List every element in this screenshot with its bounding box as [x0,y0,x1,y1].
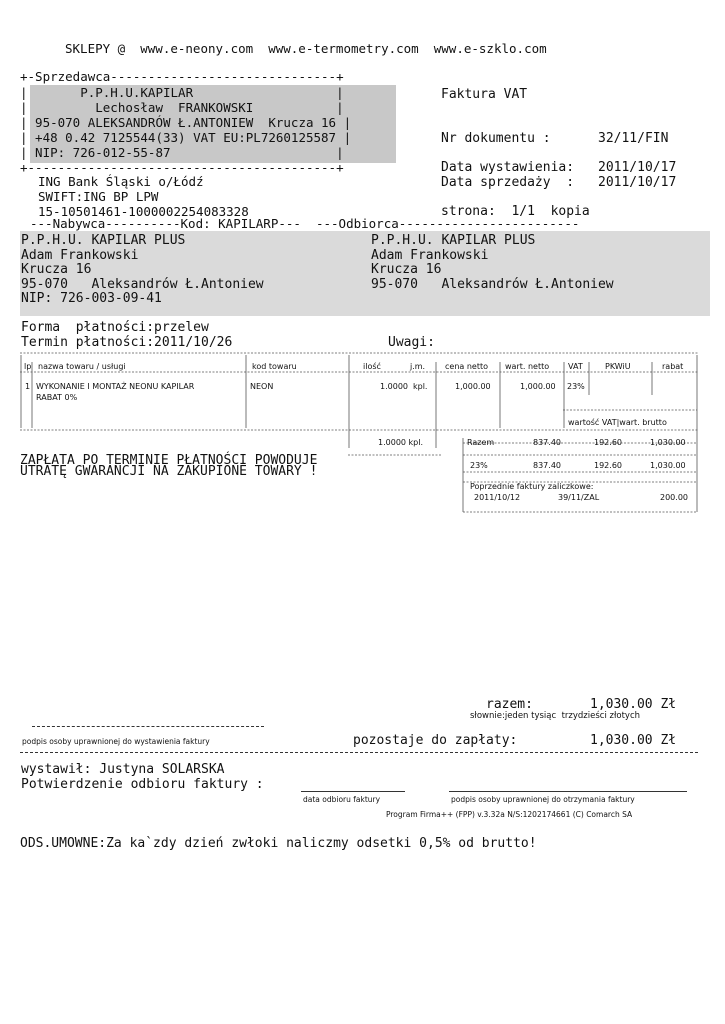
doc-number-label: Nr dokumentu : [441,131,551,146]
vat-gross-header: wartość VAT|wart. brutto [568,418,667,427]
sum-razem-gross: 1,030.00 [650,438,686,447]
th-lp: lp [24,362,32,371]
bank-account: 15-10501461-1000002254083328 [38,204,249,219]
buyer-line-4: 95-070 Aleksandrów Ł.Antoniew [21,277,264,292]
advance-date: 2011/10/12 [474,493,521,502]
advance-number: 39/11/ZAL [558,493,600,502]
amount-in-words: słownie:jeden tysiąc trzydzieści złotych [470,711,641,721]
payment-term: Termin płatności:2011/10/26 [21,335,233,350]
sum-vat-vat: 192.60 [594,461,622,470]
advance-title: Poprzednie faktury zaliczkowe: [470,482,594,491]
th-vat: VAT [568,362,583,371]
th-qty: ilość [363,362,381,371]
parties-divider: ---Nabywca----------Kod: KAPILARP--- ---Odbiorca------------------------ [30,216,580,231]
issue-date-label: Data wystawienia: [441,160,575,175]
th-unit: j.m. [410,362,426,371]
buyer-line-3: Krucza 16 [21,262,92,277]
row-sub: RABAT 0% [36,393,78,402]
issuer-signature-line [32,726,264,727]
row-name: WYKONANIE I MONTAŻ NEONU KAPILAR [36,382,195,391]
row-lp: 1 [25,382,31,391]
remaining-label: pozostaje do zapłaty: [353,733,518,748]
sum-vat-gross: 1,030.00 [650,461,686,470]
sale-date: 2011/10/17 [598,175,677,190]
recipient-line-3: Krucza 16 [371,262,442,277]
seller-box-bottom: +-----------------------------------------+ [20,160,344,175]
th-value: wart. netto [505,362,550,371]
recipient-line-1: P.P.H.U. KAPILAR PLUS [371,233,536,248]
row-price: 1,000.00 [455,382,491,391]
buyer-line-1: P.P.H.U. KAPILAR PLUS [21,233,186,248]
recipient-line-2: Adam Frankowski [371,248,489,263]
total-qty: 1.0000 kpl. [378,438,424,447]
th-pkwiu: PKWiU [605,362,631,371]
th-code: kod towaru [252,362,297,371]
program-line: Program Firma++ (FPP) v.3.32a N/S:1202174661 (C) Comarch SA [386,810,633,819]
th-price: cena netto [445,362,488,371]
bank-swift: SWIFT:ING BP LPW [38,189,159,204]
remarks-label: Uwagi: [388,335,435,350]
sum-vat-label: 23% [470,461,488,470]
page-info: strona: 1/1 kopia [441,204,590,219]
issue-date: 2011/10/17 [598,160,677,175]
row-vat: 23% [567,382,585,391]
buyer-nip: NIP: 726-003-09-41 [21,291,162,306]
bank-name: ING Bank Śląski o/Łódź [38,174,204,189]
sum-razem-net: 837.40 [533,438,561,447]
row-qty: 1.0000 [380,382,408,391]
seller-box-top: +-Sprzedawca------------------------------+ [20,69,344,84]
receipt-date-line [301,791,405,792]
seller-line-1: | P.P.H.U.KAPILAR | [20,85,344,100]
razem-value: 1,030.00 Zł [590,697,677,712]
receipt-date-caption: data odbioru faktury [303,795,381,804]
totals-divider [20,752,698,753]
issuer-caption: podpis osoby uprawnionej do wystawienia faktury [22,737,210,746]
seller-line-5: | NIP: 726-012-55-87 | [20,145,344,160]
row-value: 1,000.00 [520,382,556,391]
buyer-line-2: Adam Frankowski [21,248,139,263]
seller-line-2: | Lechosław FRANKOWSKI | [20,100,344,115]
invoice-title: Faktura VAT [441,87,528,102]
warning-line-1: ZAPŁATA PO TERMINIE PŁATNOŚCI POWODUJE [20,453,318,468]
issued-by: wystawił: Justyna SOLARSKA [21,762,225,777]
razem-label: razem: [486,697,533,712]
warning-line-2: UTRATĘ GWARANCJI NA ZAKUPIONE TOWARY ! [20,464,318,479]
sum-razem-label: Razem [467,438,495,447]
row-unit: kpl. [413,382,428,391]
interest-note: ODS.UMOWNE:Za ka`zdy dzień zwłoki naliczmy odsetki 0,5% od brutto! [20,836,537,851]
row-code: NEON [250,382,274,391]
th-name: nazwa towaru / usługi [38,362,126,371]
advance-amount: 200.00 [660,493,688,502]
doc-number: 32/11/FIN [598,131,669,146]
payment-form: Forma płatności:przelew [21,320,209,335]
sum-razem-vat: 192.60 [594,438,622,447]
sale-date-label: Data sprzedaży : [441,175,575,190]
seller-line-3: | 95-070 ALEKSANDRÓW Ł.ANTONIEW Krucza 16 | [20,115,352,130]
sum-vat-net: 837.40 [533,461,561,470]
th-discount: rabat [662,362,684,371]
recipient-line-4: 95-070 Aleksandrów Ł.Antoniew [371,277,614,292]
shop-websites-line: SKLEPY @ www.e-neony.com www.e-termometry.com www.e-szklo.com [65,41,547,56]
remaining-value: 1,030.00 Zł [590,733,677,748]
receipt-confirm: Potwierdzenie odbioru faktury : [21,777,264,792]
receiver-signature-line [449,791,687,792]
seller-line-4: | +48 0.42 7125544(33) VAT EU:PL7260125587 | [20,130,352,145]
receiver-caption: podpis osoby uprawnionej do otrzymania faktury [451,795,635,804]
